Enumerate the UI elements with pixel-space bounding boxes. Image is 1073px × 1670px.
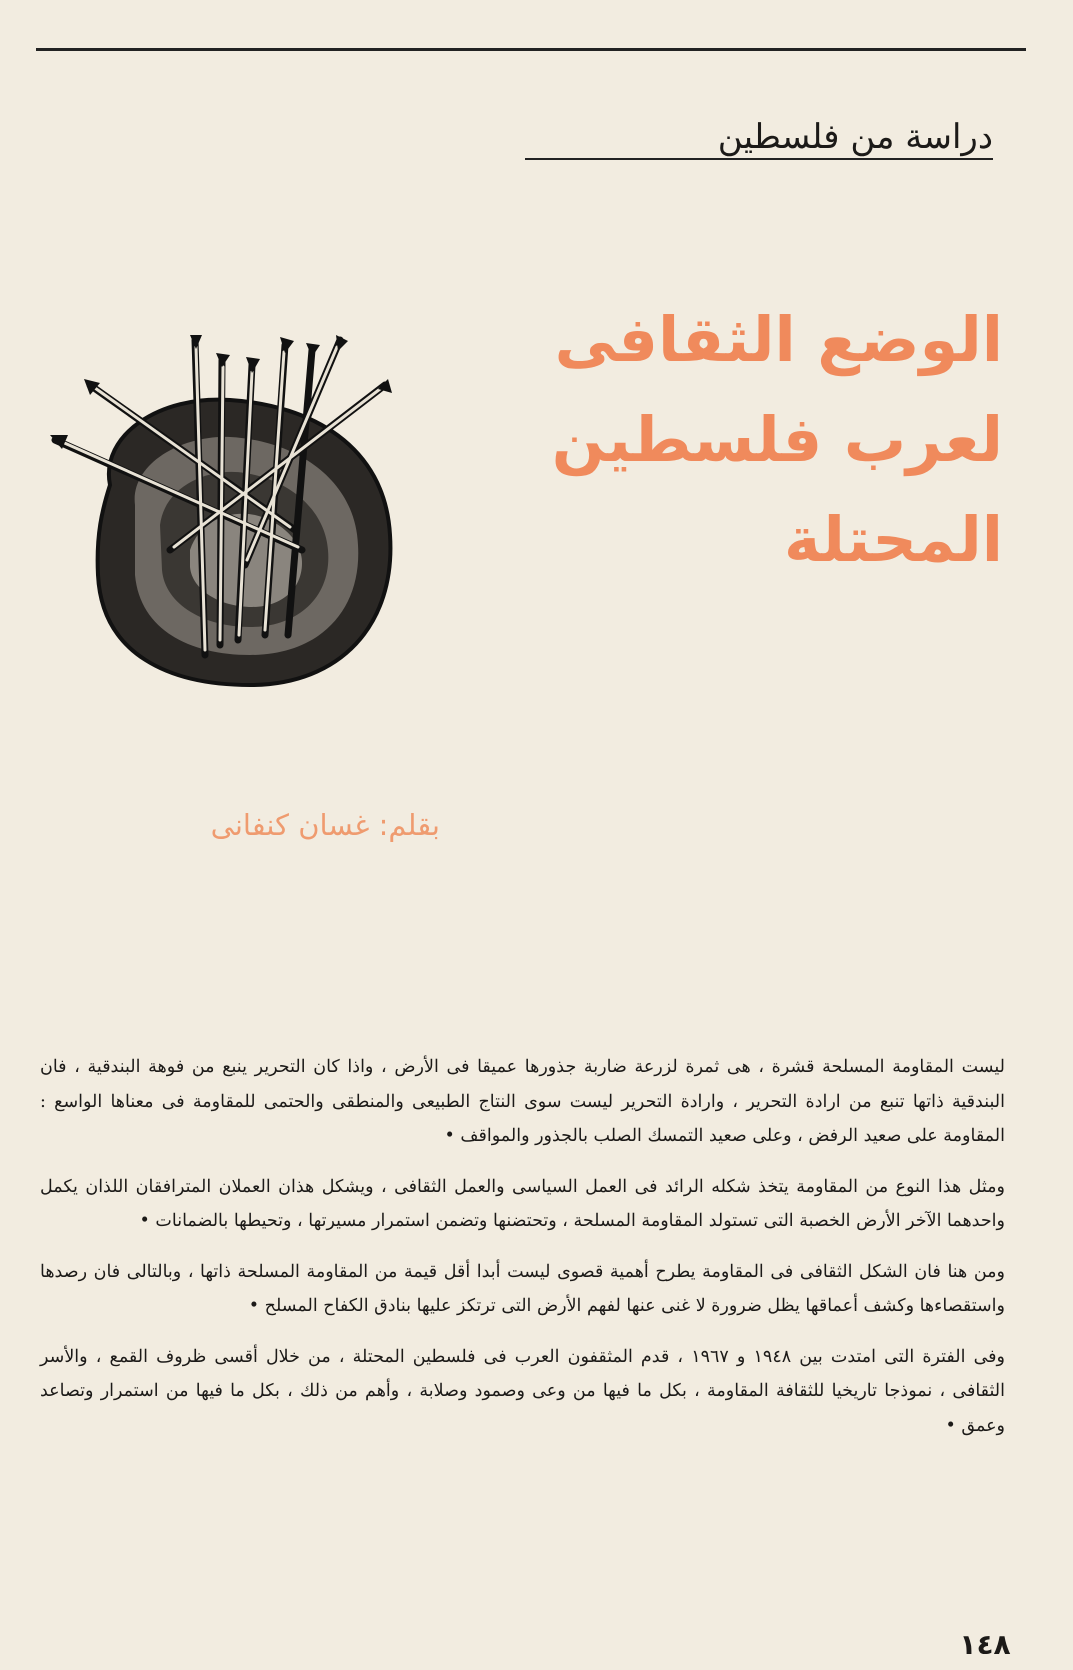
title-line: لعرب فلسطين <box>551 403 1003 476</box>
paragraph: ليست المقاومة المسلحة قشرة ، هى ثمرة لزرعة ضاربة جذورها عميقا فى الأرض ، واذا كان التحرير ينبع من فوهة البندقية ، فان البندقية ذاتها تنبع من ارادة التحرير ، وارادة التحرير ليست سوى النتاج الطبيعى والمنطقى والحتمى للمقاومة فى معناها الواسع : المقاومة على صعيد الرفض ، وعلى صعيد التمسك الصلب بالجذور والمواقف • <box>40 1057 1005 1146</box>
palette-with-pens-icon <box>40 335 420 735</box>
page-number: ١٤٨ <box>959 1628 1011 1661</box>
section-label: دراسة من فلسطين <box>717 117 993 157</box>
paragraph: ومن هنا فان الشكل الثقافى فى المقاومة يطرح أهمية قصوى ليست أبدا أقل قيمة من المقاومة المسلحة ذاتها ، وبالتالى فان رصدها واستقصاءها وكشف أعماقها يظل ضرورة لا غنى عنها لفهم الأرض التى ترتكز عليها بنادق الكفاح المسلح • <box>40 1261 1005 1316</box>
paragraph: وفى الفترة التى امتدت بين ١٩٤٨ و ١٩٦٧ ، قدم المثقفون العرب فى فلسطين المحتلة ، من خلال أقسى ظروف القمع ، والأسر الثقافى ، نموذجا تاريخيا للثقافة المقاومة ، بكل ما فيها من وعى وصمود وصلابة ، وأهم من ذلك ، بكل ما فيها من استمرار وتصاعد وعمق • <box>40 1346 1005 1436</box>
article-body <box>40 1050 1005 1459</box>
paragraph: ومثل هذا النوع من المقاومة يتخذ شكله الرائد فى العمل السياسى والعمل الثقافى ، ويشكل هذان العملان المترافقان اللذان يكمل واحدهما الآخر الأرض الخصبة التى تستولد المقاومة المسلحة ، وتحتضنها وتضمن استمرار مسيرتها ، وتحيطها بالضمانات • <box>40 1176 1005 1231</box>
title-line: المحتلة <box>784 503 1003 576</box>
section-underline <box>525 158 993 160</box>
title-line: الوضع الثقافى <box>554 303 1003 376</box>
author-byline: بقلم: غسان كنفانى <box>210 808 440 842</box>
article-title <box>543 290 1003 590</box>
top-rule <box>36 48 1026 51</box>
